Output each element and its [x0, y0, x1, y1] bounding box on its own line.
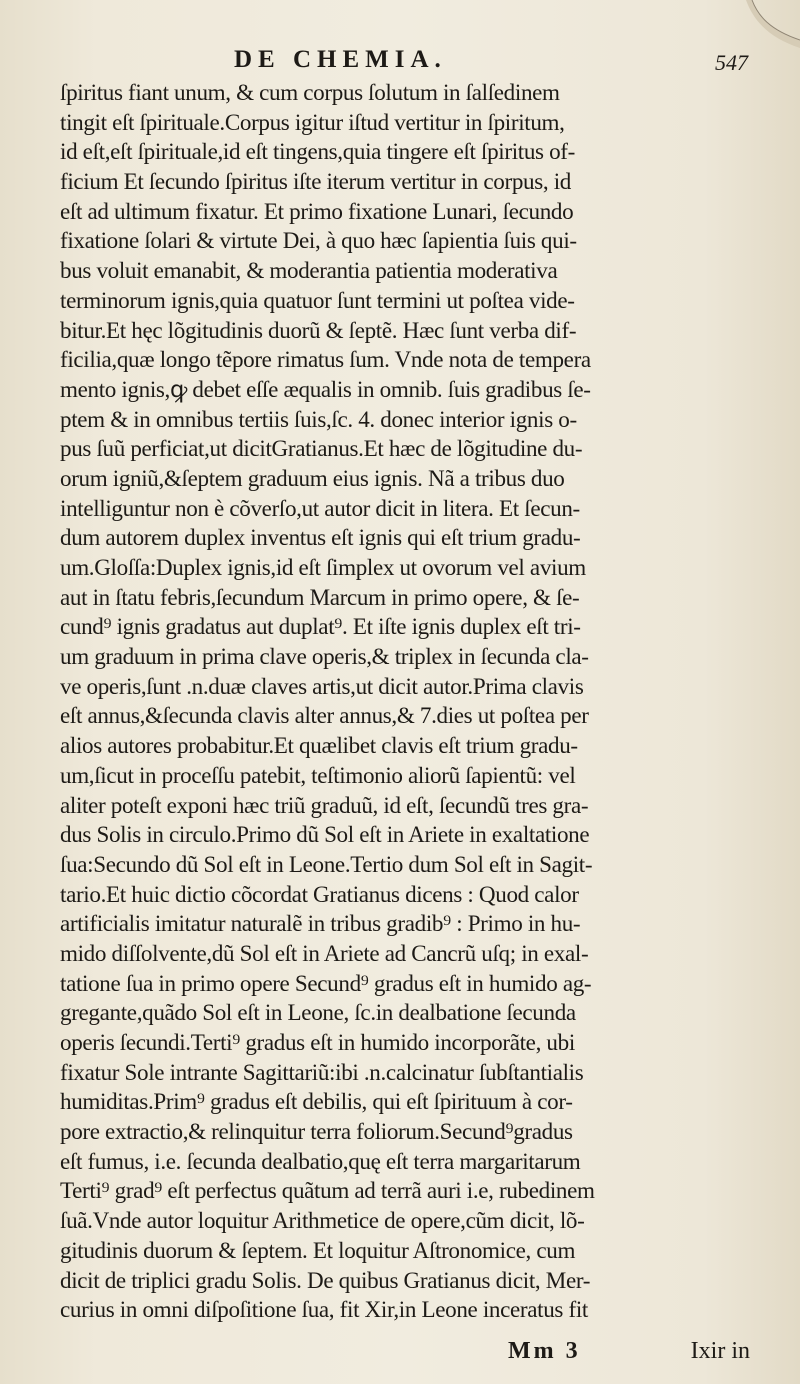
text-line: Terti⁹ grad⁹ eſt perfectus quãtum ad terrã auri i.e, rubedinem [60, 1177, 595, 1204]
page-number: 547 [715, 50, 748, 75]
text-line: artificialis imitatur naturalẽ in tribus gradib⁹ : Primo in hu- [60, 910, 581, 937]
text-line: tatione ſua in primo opere Secund⁹ gradus eſt in humido ag- [60, 969, 592, 996]
text-line: gregante,quãdo Sol eſt in Leone, ſc.in dealbatione ſecunda [60, 999, 576, 1026]
signature-mark: Mm 3 [508, 1338, 581, 1364]
text-line: humiditas.Prim⁹ gradus eſt debilis, qui eſt ſpirituum à cor- [60, 1088, 573, 1115]
text-line: mento ignis,ꝙ debet eſſe æqualis in omnib. ſuis gradibus ſe- [60, 375, 591, 402]
page-footer [60, 1338, 760, 1372]
text-line: bus voluit emanabit, & moderantia patientia moderativa [60, 257, 558, 284]
catchword: Ixir in [690, 1338, 750, 1364]
text-line: aliter poteſt exponi hæc triũ graduũ, id eſt, ſecundũ tres gra- [60, 791, 589, 818]
text-line: aut in ſtatu febris,ſecundum Marcum in primo opere, & ſe- [60, 583, 580, 610]
text-line: um graduum in prima clave operis,& triplex in ſecunda cla- [60, 643, 589, 670]
text-line: ptem & in omnibus tertiis ſuis,ſc. 4. donec interior ignis o- [60, 405, 577, 432]
text-line: ſuã.Vnde autor loquitur Arithmetice de opere,cũm dicit, lõ- [60, 1207, 585, 1234]
text-line: orum igniũ,&ſeptem graduum eius ignis. Nã a tribus duo [60, 464, 565, 491]
page-corner-curl [740, 0, 800, 48]
text-line: eſt ad ultimum fixatur. Et primo fixatione Lunari, ſecundo [60, 197, 574, 224]
text-line: eſt fumus, i.e. ſecunda dealbatio,quę eſt terra margaritarum [60, 1147, 581, 1174]
text-line: um.Gloſſa:Duplex ignis,id eſt ſimplex ut ovorum vel avium [60, 554, 586, 580]
text-line: um,ſicut in proceſſu patebit, teſtimonio aliorũ ſapientũ: vel [60, 761, 576, 788]
text-line: dum autorem duplex inventus eſt ignis qui eſt trium gradu- [60, 524, 581, 551]
page-header [60, 44, 760, 80]
running-head: DE CHEMIA. [234, 46, 447, 73]
text-line: cund⁹ ignis gradatus aut duplat⁹. Et iſte ignis duplex eſt tri- [60, 613, 581, 640]
text-line: eſt annus,&ſecunda clavis alter annus,& 7.dies ut poſtea per [60, 702, 589, 729]
text-line: pore extractio,& relinquitur terra foliorum.Secund⁹gradus [60, 1118, 573, 1145]
text-line: dus Solis in circulo.Primo dũ Sol eſt in Ariete in exaltatione [60, 821, 590, 848]
text-line: mido diſſolvente,dũ Sol eſt in Ariete ad Cancrũ uſq; in exal- [60, 939, 589, 966]
text-line: tario.Et huic dictio cõcordat Gratianus dicens : Quod calor [60, 880, 579, 907]
text-line: ficilia,quæ longo tẽpore rimatus ſum. Vnde nota de tempera [60, 346, 591, 373]
text-line: fixatione ſolari & virtute Dei, à quo hæc ſapientia ſuis qui- [60, 227, 577, 254]
text-line: ſpiritus fiant unum, & cum corpus ſolutum in ſalſedinem [60, 79, 560, 105]
body-text [60, 78, 782, 1325]
text-line: ve operis,ſunt .n.duæ claves artis,ut dicit autor.Prima clavis [60, 672, 584, 699]
text-line: intelliguntur non è cõverſo,ut autor dicit in litera. Et ſecun- [60, 494, 580, 521]
text-line: id eſt,eſt ſpirituale,id eſt tingens,quia tingere eſt ſpiritus of- [60, 138, 575, 165]
text-line: ſua:Secundo dũ Sol eſt in Leone.Tertio dum Sol eſt in Sagit- [60, 850, 593, 877]
text-line: operis ſecundi.Terti⁹ gradus eſt in humido incorporãte, ubi [60, 1029, 575, 1055]
text-line: ficium Et ſecundo ſpiritus iſte iterum vertitur in corpus, id [60, 168, 571, 195]
text-line: curius in omni diſpoſitione ſua, fit Xir,in Leone inceratus fit [60, 1296, 588, 1323]
text-line: fixatur Sole intrante Sagittariũ:ibi .n.calcinatur ſubſtantialis [60, 1058, 584, 1085]
text-line: pus ſuũ perficiat,ut dicitGratianus.Et hæc de lõgitudine du- [60, 435, 583, 462]
text-line: gitudinis duorum & ſeptem. Et loquitur Aſtronomice, cum [60, 1236, 576, 1263]
text-line: dicit de triplici gradu Solis. De quibus Gratianus dicit, Mer- [60, 1266, 591, 1293]
text-line: alios autores probabitur.Et quælibet clavis eſt trium gradu- [60, 732, 578, 759]
text-line: terminorum ignis,quia quatuor ſunt termini ut poſtea vide- [60, 286, 575, 313]
text-line: tingit eſt ſpirituale.Corpus igitur iſtud vertitur in ſpiritum, [60, 108, 565, 135]
text-line: bitur.Et hęc lõgitudinis duorũ & ſeptẽ. Hæc ſunt verba dif- [60, 316, 577, 343]
